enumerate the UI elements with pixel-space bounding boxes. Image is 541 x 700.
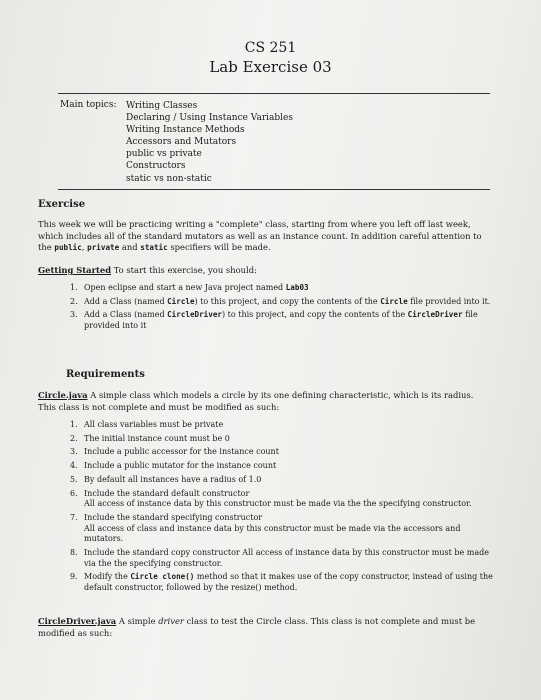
- bottom-rule: [58, 189, 490, 190]
- text: driver: [158, 616, 184, 626]
- topic-item: public vs private: [126, 149, 202, 160]
- code-public: public: [54, 243, 82, 252]
- topics-label: Main topics:: [60, 100, 117, 110]
- code: Circle: [380, 296, 408, 306]
- text: A simple: [116, 616, 159, 626]
- text: All access of instance data by this constructor must be made via the the specifying constructor.: [84, 499, 472, 509]
- steps-list: [70, 283, 500, 335]
- item-number: 1.: [70, 420, 78, 429]
- text: By default all instances have a radius of 1.0: [84, 474, 262, 484]
- code: CircleDriver: [407, 310, 463, 320]
- course-title: CS 251: [244, 40, 297, 56]
- list-item: [70, 475, 500, 486]
- text: All access of class and instance data by this constructor must be made via the accessors and mutators.: [84, 523, 461, 544]
- text: To start this exercise, you should:: [113, 265, 257, 275]
- topics-list: [126, 100, 293, 185]
- item-number: 3.: [70, 447, 78, 457]
- exercise-paragraph: [38, 219, 490, 254]
- text: ) to this project, and copy the contents of the: [221, 310, 408, 320]
- list-item: [70, 548, 500, 569]
- item-number: 8.: [70, 548, 78, 558]
- topic-item: static vs non-static: [126, 173, 212, 184]
- list-item: [70, 283, 500, 294]
- text: method so that it makes use of the copy constructor, instead of using the default constructor, followed by the resize() method.: [84, 572, 493, 593]
- text: file provided into it.: [407, 296, 491, 306]
- getting-started-lead: Getting Started: [38, 265, 112, 275]
- code: Circle clone(): [130, 572, 195, 582]
- text: This week we will be practicing writing a "complete" class, starting from where you left off last week, which includes all of the standard mutators as well as an instance count. In addition careful attention to the: [38, 219, 482, 252]
- item-number: 9.: [70, 572, 78, 582]
- list-item: [70, 489, 500, 510]
- item-number: 4.: [70, 461, 78, 471]
- text: file provided into it: [84, 310, 478, 331]
- code: CircleDriver: [167, 310, 222, 320]
- topic-item: Constructors: [126, 161, 186, 172]
- topic-item: Accessors and Mutators: [126, 137, 237, 148]
- code: Lab03: [285, 283, 309, 292]
- driver-paragraph: [38, 616, 490, 639]
- text: Include the standard default constructor: [84, 488, 250, 498]
- text: Include a public accessor for the instance count: [84, 447, 279, 457]
- text: Include the standard specifying constructor: [84, 512, 263, 522]
- item-number: 6.: [70, 488, 78, 498]
- item-number: 2.: [70, 296, 78, 306]
- topic-item: Writing Classes: [126, 101, 198, 111]
- item-number: 7.: [70, 512, 78, 522]
- text: class to test the Circle class. This class is not complete and must be modified as such:: [38, 616, 476, 638]
- circle-lead: Circle.java: [38, 390, 88, 400]
- item-number: 1.: [70, 283, 78, 292]
- item-number: 3.: [70, 310, 78, 320]
- list-item: [70, 572, 500, 593]
- item-number: 5.: [70, 474, 78, 484]
- code: Circle: [167, 296, 195, 306]
- text: Include the standard copy constructor All access of instance data by this constructor must be made via the the specifying constructor.: [84, 548, 489, 568]
- code-static: static: [140, 243, 168, 252]
- text: The initial instance count must be 0: [84, 433, 230, 443]
- text: and: [119, 242, 141, 252]
- requirements-list: [70, 420, 500, 597]
- lab-title: Lab Exercise 03: [209, 58, 332, 76]
- text: specifiers will be made.: [167, 242, 271, 252]
- topic-item: Declaring / Using Instance Variables: [126, 113, 293, 124]
- text: Add a Class (named: [84, 310, 168, 320]
- code-private: private: [87, 243, 120, 252]
- text: Open eclipse and start a new Java project named: [84, 283, 286, 292]
- list-item: [70, 310, 500, 331]
- circle-paragraph: [38, 390, 490, 413]
- list-item: [70, 513, 500, 545]
- text: All class variables must be private: [84, 420, 224, 429]
- text: ,: [81, 242, 88, 252]
- text: Modify the: [84, 572, 131, 582]
- text: Add a Class (named: [84, 296, 168, 306]
- list-item: [70, 420, 500, 431]
- text: Include a public mutator for the instance count: [84, 461, 277, 471]
- top-rule: [58, 93, 490, 94]
- exercise-heading: Exercise: [38, 199, 86, 210]
- topic-item: Writing Instance Methods: [126, 125, 245, 136]
- getting-started-line: [38, 265, 490, 277]
- text: ) to this project, and copy the contents of the: [194, 296, 381, 306]
- requirements-heading: Requirements: [66, 369, 145, 380]
- list-item: [70, 447, 500, 458]
- list-item: [70, 434, 500, 445]
- list-item: [70, 461, 500, 472]
- list-item: [70, 297, 500, 308]
- text: A simple class which models a circle by its one defining characteristic, which is its radius. This class is not complete and must be modified as such:: [38, 390, 474, 412]
- item-number: 2.: [70, 433, 78, 443]
- driver-lead: CircleDriver.java: [38, 616, 117, 626]
